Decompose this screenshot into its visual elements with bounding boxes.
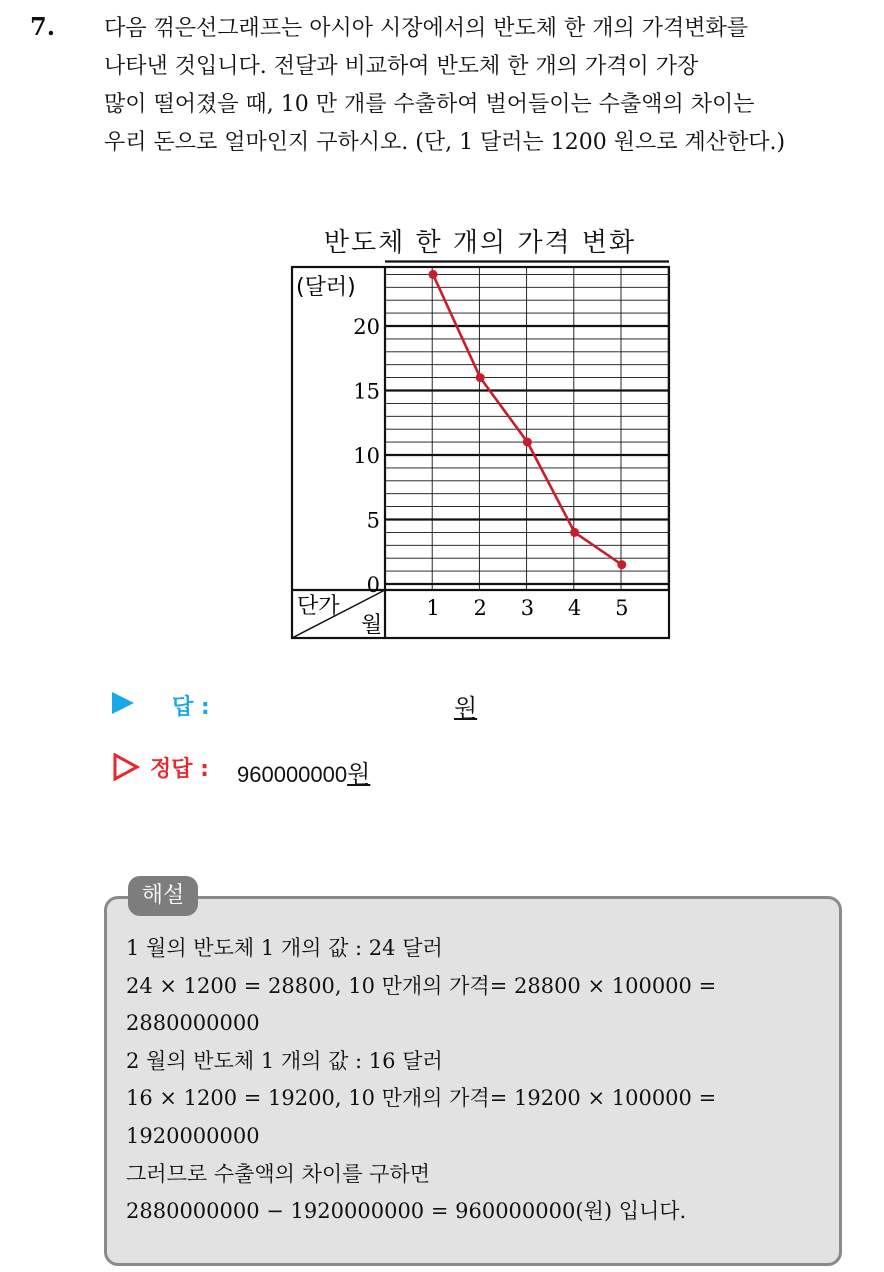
question-line: 다음 꺾은선그래프는 아시아 시장에서의 반도체 한 개의 가격변화를	[104, 16, 749, 41]
explanation-line: 16 × 1200 = 19200, 10 만개의 가격= 19200 × 100000 =	[126, 1086, 717, 1111]
question-number: 7.	[30, 12, 56, 41]
data-point	[617, 560, 626, 569]
y-tick-label: 10	[353, 444, 380, 468]
y-tick-label: 20	[353, 315, 380, 339]
x-tick-label: 2	[473, 596, 487, 620]
series-line	[433, 274, 622, 564]
corner-label-left: 단가	[297, 594, 340, 619]
explanation-line: 24 × 1200 = 28800, 10 만개의 가격= 28800 × 100000 =	[126, 973, 717, 998]
explanation-line: 그러므로 수출액의 차이를 구하면	[126, 1161, 431, 1186]
data-point	[570, 528, 579, 537]
explanation-lines	[126, 930, 716, 1231]
y-tick-label: 15	[353, 379, 380, 404]
corner-label-right: 월	[361, 613, 383, 638]
correct-answer-number: 960000000	[237, 762, 348, 787]
answer-arrow-icon	[112, 692, 134, 714]
explanation-line: 1 월의 반도체 1 개의 값 : 24 달러	[126, 936, 443, 960]
explanation-line: 2880000000	[126, 1011, 260, 1036]
data-point	[429, 270, 438, 279]
x-tick-label: 4	[567, 596, 582, 620]
y-axis-label: (달러)	[296, 275, 356, 300]
answer-unit: 원	[454, 694, 478, 722]
question-line: 많이 떨어졌을 때, 10 만 개를 수출하여 벌어들이는 수출액의 차이는	[104, 92, 755, 117]
explanation-tag: 해설	[128, 876, 198, 916]
correct-answer-value	[237, 754, 370, 789]
y-tick-label: 5	[366, 508, 380, 533]
y-tick-label: 0	[366, 573, 380, 597]
answer-label: 답 :	[172, 695, 210, 720]
correct-arrow-icon	[112, 753, 140, 785]
chart-title: 반도체 한 개의 가격 변화	[323, 228, 637, 258]
x-tick-label: 1	[426, 596, 440, 620]
explanation-line: 2 월의 반도체 1 개의 값 : 16 달러	[126, 1048, 443, 1073]
explanation-line: 2880000000 − 1920000000 = 960000000(원) 입니다.	[126, 1199, 687, 1224]
chart-frame	[292, 267, 669, 638]
data-point	[476, 373, 485, 382]
x-tick-label: 3	[520, 596, 535, 620]
correct-answer-unit: 원	[347, 760, 371, 788]
question-line: 우리 돈으로 얼마인지 구하시오. (단, 1 달러는 1200 원으로 계산한다.)	[104, 130, 786, 155]
explanation-line: 1920000000	[126, 1123, 260, 1148]
correct-answer-label: 정답 :	[150, 757, 209, 782]
x-tick-label: 5	[615, 596, 629, 620]
data-point	[523, 438, 532, 447]
question-line: 나타낸 것입니다. 전달과 비교하여 반도체 한 개의 가격이 가장	[104, 54, 699, 79]
